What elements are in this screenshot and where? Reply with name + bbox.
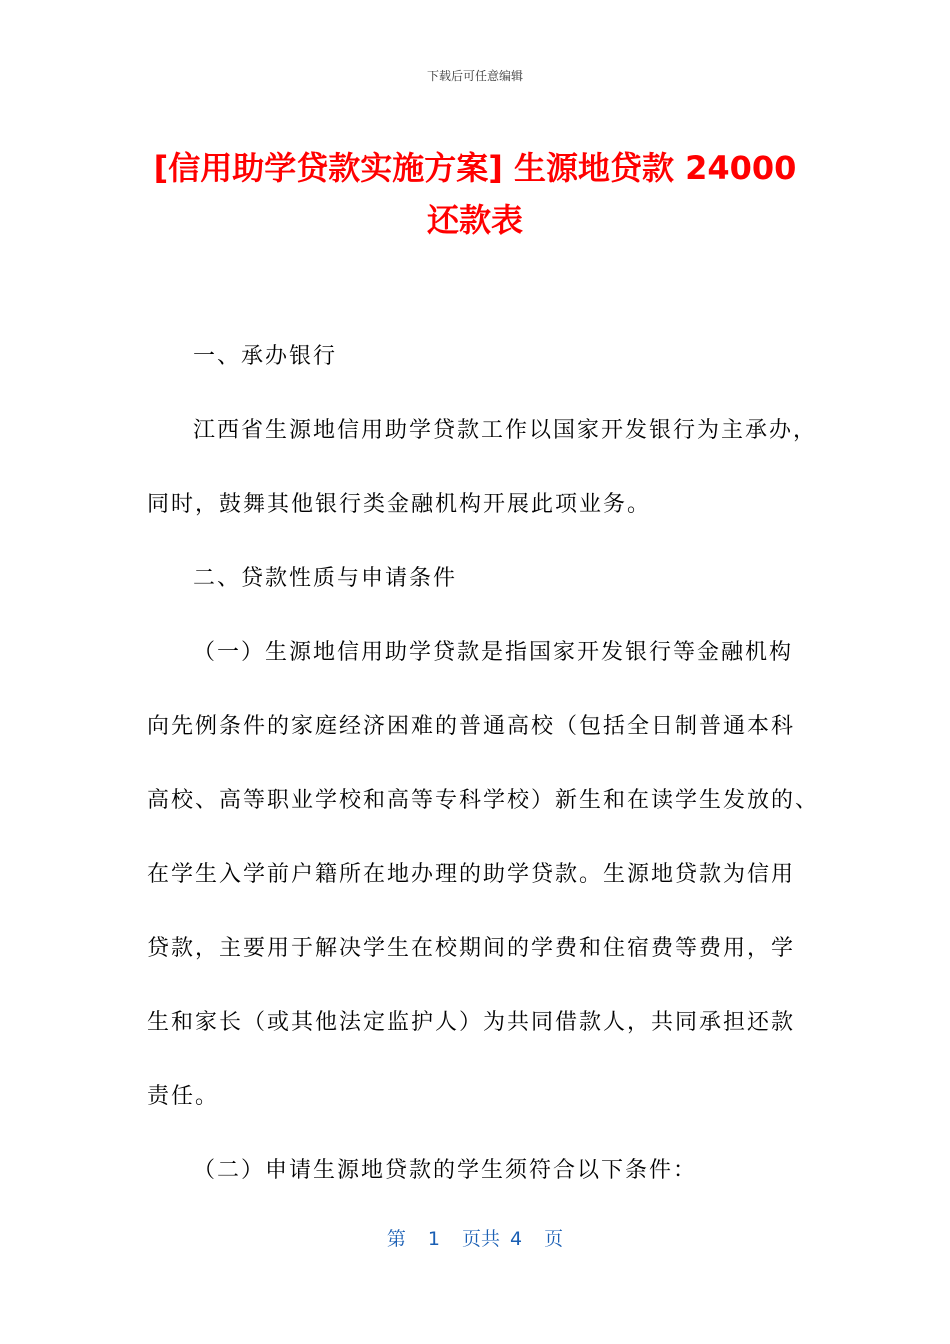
footer-total-pages: 4 [510,1228,523,1250]
body-line: 生和家长（或其他法定监护人）为共同借款人，共同承担还款 [147,1010,796,1035]
footer-label-page: 第 [386,1228,406,1250]
document-title-line-2: 还款表 [426,201,523,239]
body-line: 二、贷款性质与申请条件 [193,566,458,591]
header-note: 下载后可任意编辑 [426,69,523,83]
footer-label-pages: 页 [544,1228,564,1250]
document-body [147,320,820,1208]
body-line: 贷款，主要用于解决学生在校期间的学费和住宿费等费用，学 [147,936,796,961]
body-line: 责任。 [147,1084,220,1109]
body-line: 向先例条件的家庭经济困难的普通高校（包括全日制普通本科 [147,714,796,739]
body-line: （二）申请生源地贷款的学生须符合以下条件： [193,1158,698,1183]
body-line: 在学生入学前户籍所在地办理的助学贷款。生源地贷款为信用 [147,862,796,887]
body-line: 同时，鼓舞其他银行类金融机构开展此项业务。 [147,492,652,517]
document-title [120,142,830,246]
body-line: 一、承办银行 [193,344,338,369]
page-footer [0,1226,950,1252]
footer-label-of: 页共 [461,1228,500,1250]
body-line: 江西省生源地信用助学贷款工作以国家开发银行为主承办， [193,418,818,443]
body-line: （一）生源地信用助学贷款是指国家开发银行等金融机构 [193,640,794,665]
footer-current-page: 1 [427,1228,440,1250]
body-line: 高校、高等职业学校和高等专科学校）新生和在读学生发放的、 [147,788,820,813]
document-title-line-1: [信用助学贷款实施方案] 生源地贷款 24000 [153,149,797,187]
